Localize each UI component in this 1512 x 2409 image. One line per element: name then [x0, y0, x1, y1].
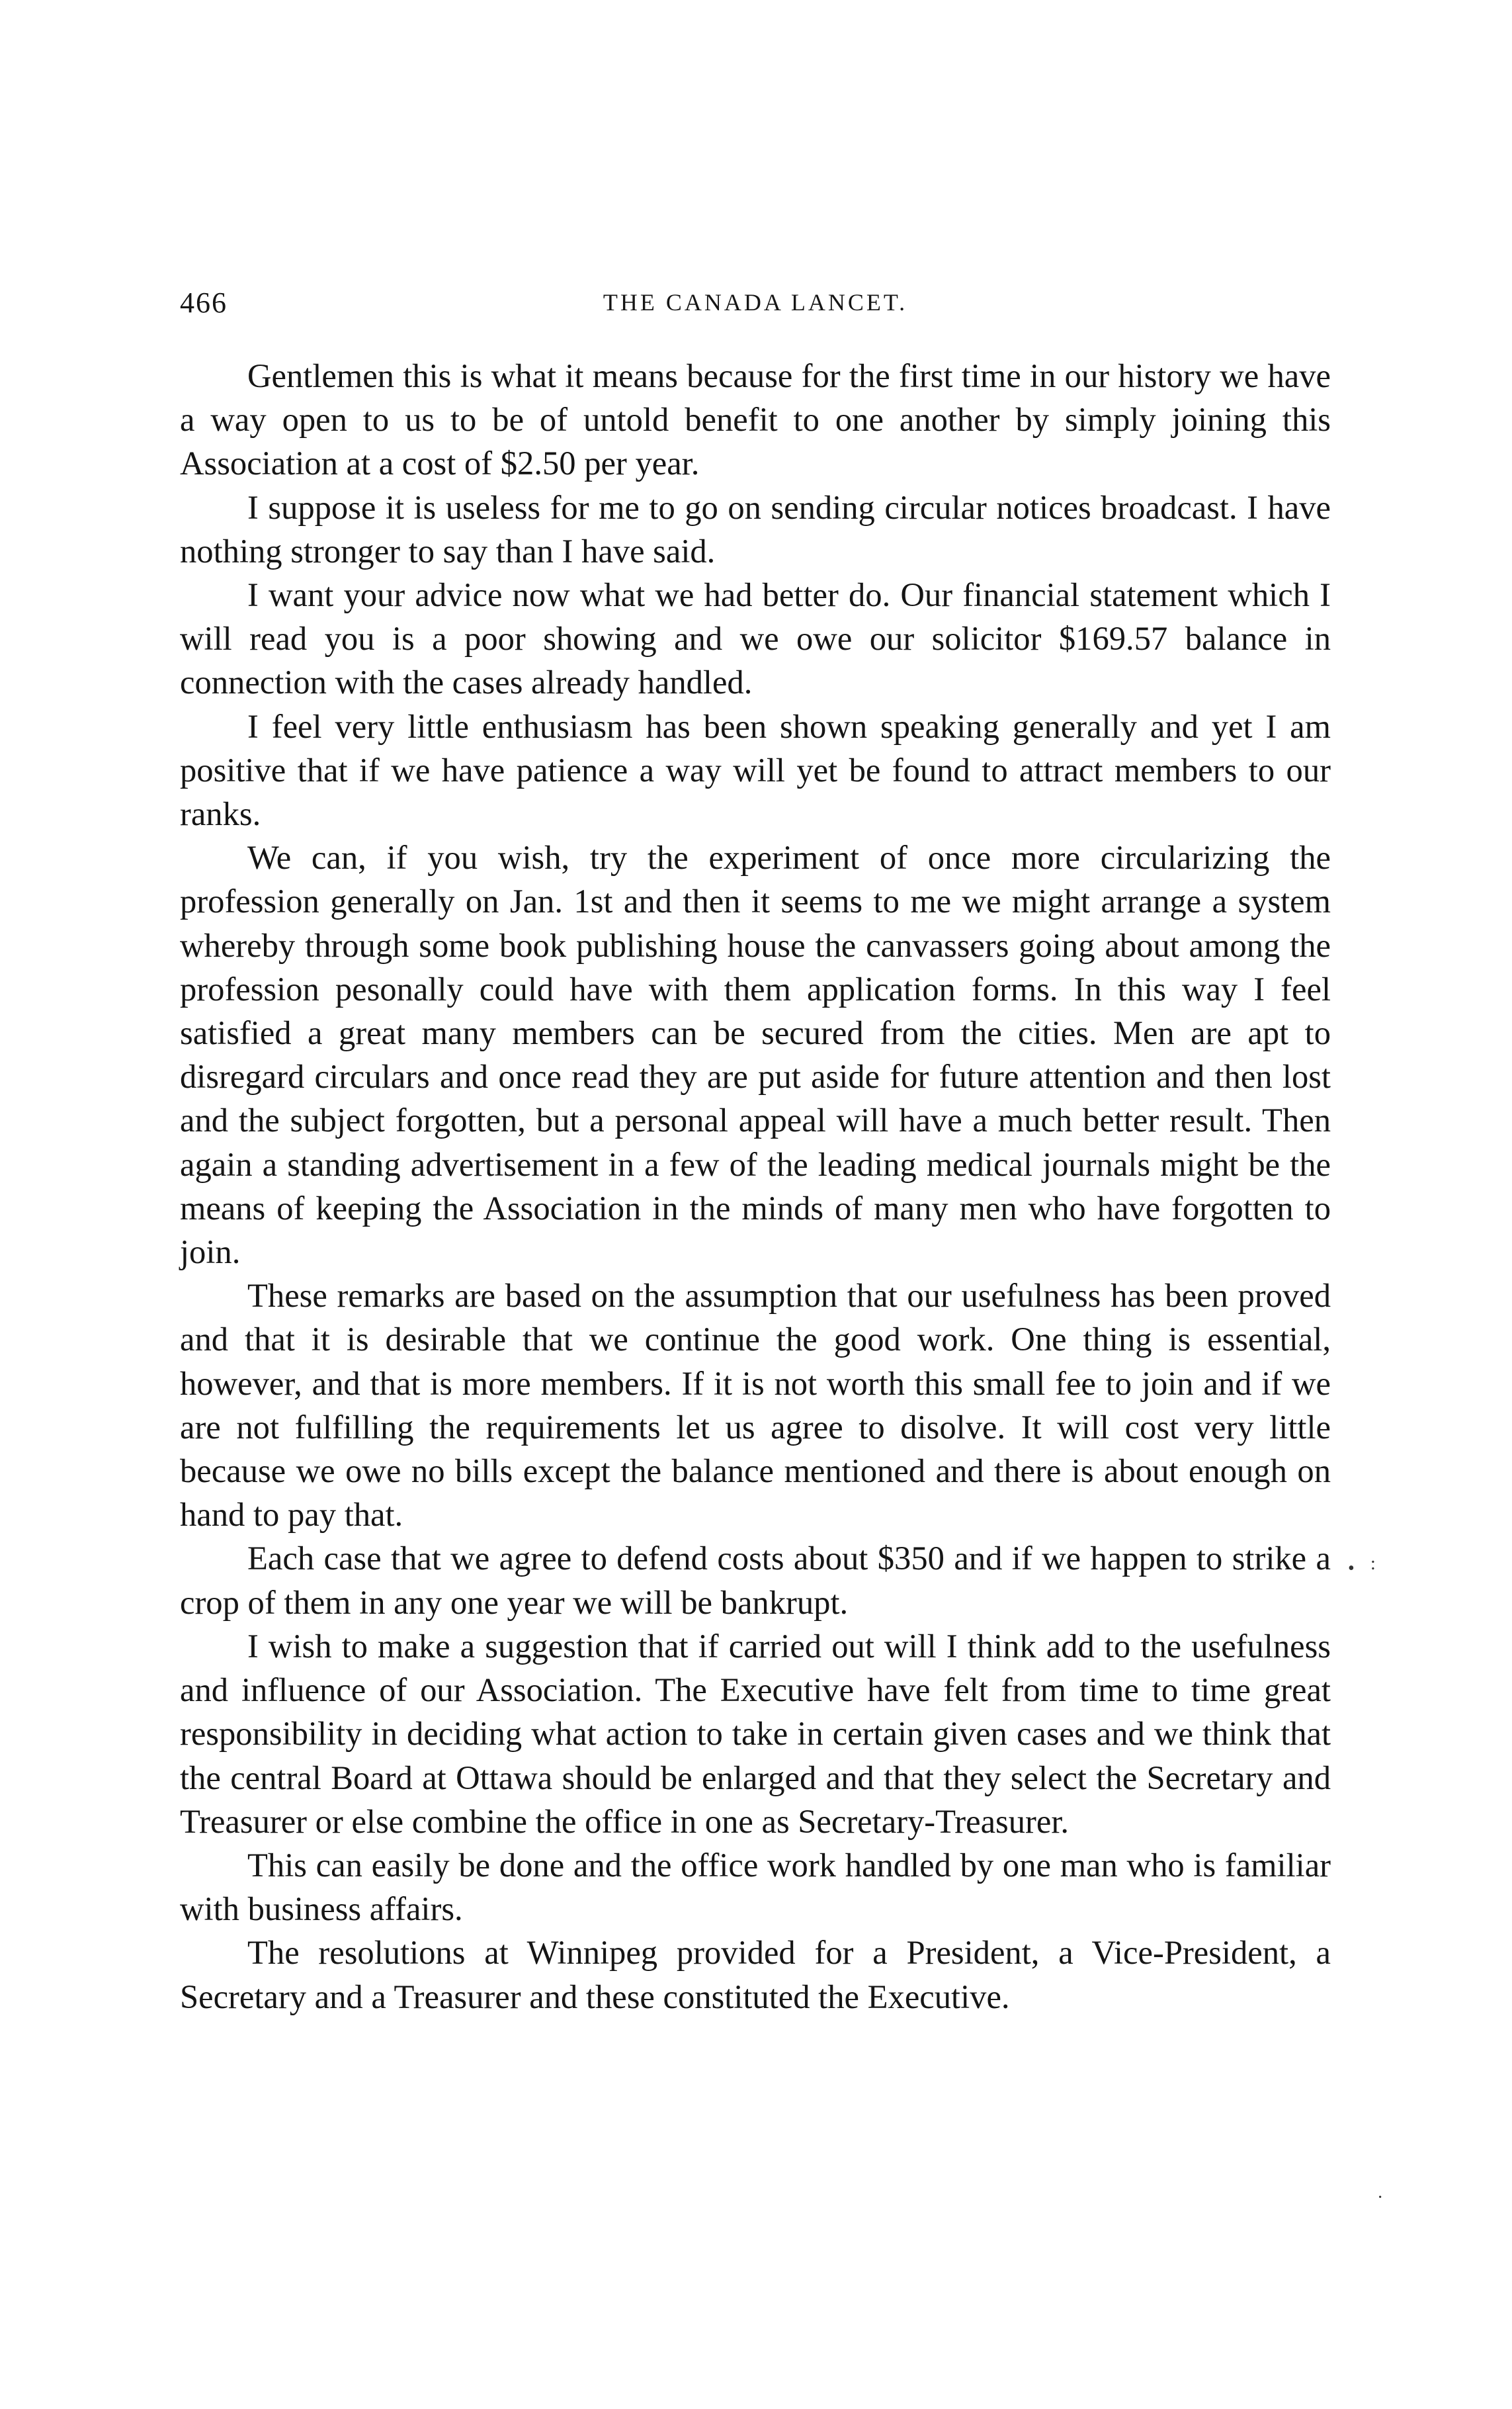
paragraph-3: I want your advice now what we had better do. Our financial statement which I will read you is a poor showing and we owe our solicitor $169.57 balance in connection with the cases already handled.: [180, 576, 1331, 701]
margin-mark-colon: :: [1370, 1554, 1376, 1574]
paragraph-9: This can easily be done and the office work handled by one man who is familiar with business affairs.: [180, 1846, 1331, 1928]
paragraph-4: I feel very little enthusiasm has been shown speaking generally and yet I am positive that if we have patience a way will yet be found to attract members to our ranks.: [180, 707, 1331, 833]
page-number: 466: [180, 286, 228, 319]
running-title: THE CANADA LANCET.: [603, 289, 908, 316]
paragraph-10: The resolutions at Winnipeg provided for a President, a Vice-President, a Secretary and a Treasurer and these constituted the Executive.: [180, 1934, 1331, 2015]
paragraph-5: We can, if you wish, try the experiment of once more circularizing the profession generally on Jan. 1st and then it seems to me we might arrange a system whereby through some book publishing house the canvassers going about among the profession pesonally could have with them application forms. In this way I feel satisfied a great many members can be secured from the cities. Men are apt to disregard circulars and once read they are put aside for future attention and then lost and the subject forgotten, but a personal appeal will have a much better result. Then again a standing advertisement in a few of the leading medical journals might be the means of keeping the Association in the minds of many men who have forgotten to join.: [180, 839, 1331, 1271]
page-header: [180, 286, 1331, 326]
margin-mark-bullet: •: [1348, 1558, 1355, 1579]
paragraph-6: These remarks are based on the assumption that our usefulness has been proved and that it is desirable that we continue the good work. One thing is essential, however, and that is more members. If it is not worth this small fee to join and if we are not fulfilling the requirements let us agree to disolve. It will cost very little because we owe no bills except the balance mentioned and there is about enough on hand to pay that.: [180, 1277, 1331, 1534]
margin-mark-dot: ·: [1377, 2187, 1384, 2208]
body-text: [180, 354, 1331, 2019]
paragraph-7: Each case that we agree to defend costs about $350 and if we happen to strike a crop of them in any one year we will be bankrupt.: [180, 1540, 1331, 1621]
paragraph-1: Gentlemen this is what it means because for the first time in our history we have a way open to us to be of untold benefit to one another by simply joining this Association at a cost of $2.50 per year.: [180, 357, 1331, 482]
paragraph-8: I wish to make a suggestion that if carried out will I think add to the usefulness and influence of our Association. The Executive have felt from time to time great responsibility in deciding what action to take in certain given cases and we think that the central Board at Ottawa should be enlarged and that they select the Secretary and Treasurer or else combine the office in one as Secretary-Treasurer.: [180, 1627, 1331, 1840]
paragraph-2: I suppose it is useless for me to go on sending circular notices broadcast. I have nothing stronger to say than I have said.: [180, 488, 1331, 570]
